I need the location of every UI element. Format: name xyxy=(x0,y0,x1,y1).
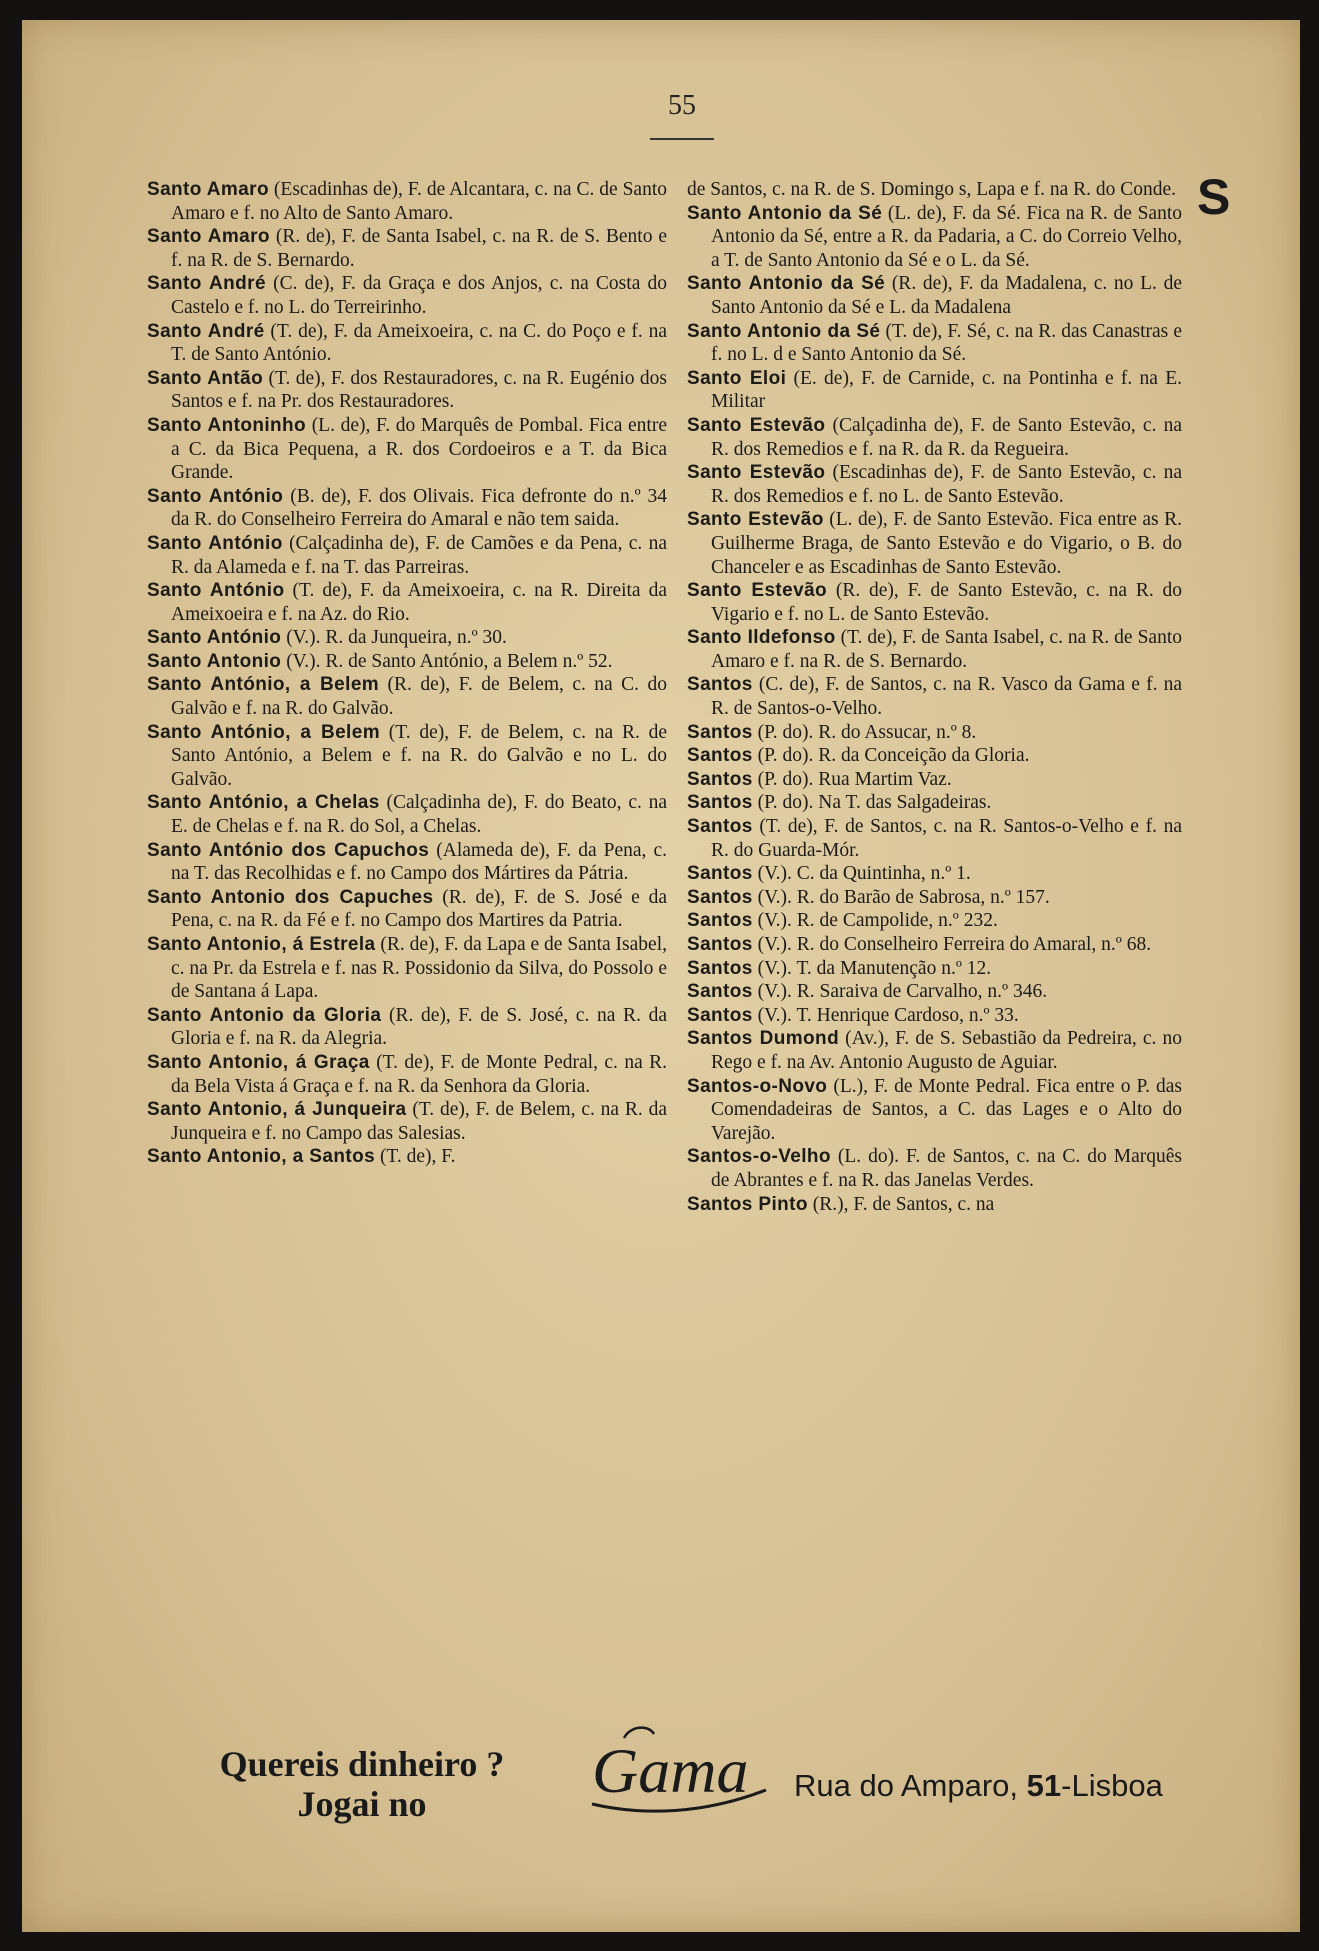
page-number-rule xyxy=(650,138,714,140)
ad-address-number: 51 xyxy=(1026,1768,1062,1803)
street-name: Santo Antão xyxy=(147,367,264,389)
street-description: (R. de), F. da Madalena, c. no L. de Santo Antonio da Sé e L. da Madalena xyxy=(711,273,1182,318)
street-entry xyxy=(687,320,1182,367)
street-name: Santo António, a Belem xyxy=(147,674,380,696)
street-entry xyxy=(147,721,667,792)
street-name: Santo Eloi xyxy=(687,367,787,389)
street-description: (L. de), F. da Sé. Fica na R. de Santo Antonio da Sé, entre a R. da Padaria, a C. do Correio Velho, a T. de Santo Antonio da Sé e o L. da Sé. xyxy=(711,202,1182,271)
street-description: (L. do). F. de Santos, c. na C. do Marquês de Abrantes e f. na R. das Janelas Verdes. xyxy=(711,1146,1182,1191)
street-name: Santo Antonio dos Capuches xyxy=(147,886,434,908)
street-name: Santo Ildefonso xyxy=(687,627,836,649)
street-description: (T. de), F. da Ameixoeira, c. na R. Direita da Ameixoeira e f. na Az. do Rio. xyxy=(171,580,668,625)
street-entry xyxy=(687,626,1182,673)
street-name: Santo Antonio da Gloria xyxy=(147,1004,382,1026)
street-entry xyxy=(687,957,1182,981)
street-entry xyxy=(687,744,1182,768)
street-name: Santo Amaro xyxy=(147,226,270,248)
street-entry xyxy=(147,320,667,367)
street-entry xyxy=(687,909,1182,933)
street-name: Santos xyxy=(687,934,753,955)
page-number: 55 xyxy=(668,90,696,121)
street-name: Santo António xyxy=(147,627,282,649)
ad-slogan xyxy=(172,1744,552,1824)
street-name: Santos xyxy=(687,910,753,932)
street-description: (R.), F. de Santos, c. na xyxy=(812,1193,995,1215)
street-entry xyxy=(147,225,667,272)
street-entry xyxy=(687,1193,1182,1217)
street-name: Santos-o-Velho xyxy=(687,1146,831,1168)
street-description: (Calçadinha de), F. do Beato, c. na E. de Chelas e f. na R. do Sol, a Chelas. xyxy=(171,792,668,838)
street-name: Santos Dumond xyxy=(687,1028,840,1050)
street-description: (E. de), F. de Carnide, c. na Pontinha e f. na E. Militar xyxy=(711,367,1182,413)
street-entry xyxy=(147,532,667,579)
street-description: (L. de), F. de Santo Estevão. Fica entre as R. Guilherme Braga, de Santo Estevão e do Vigario, o B. do Chanceler e as Escadinhas de Santo Estevão. xyxy=(711,509,1182,578)
street-name: Santos xyxy=(687,721,753,743)
street-description: (T. de), F. de Santa Isabel, c. na R. de Santo Amaro e f. na R. de S. Bernardo. xyxy=(711,627,1182,672)
street-description: (V.). T. Henrique Cardoso, n.º 33. xyxy=(757,1004,1019,1026)
street-description: (V.). R. da Junqueira, n.º 30. xyxy=(286,627,507,649)
street-description: (Calçadinha de), F. de Camões e da Pena, c. na R. da Alameda e f. na T. das Parreiras. xyxy=(171,532,668,578)
street-description: (T. de), F. de Belem, c. na R. da Junqueira e f. no Campo das Salesias. xyxy=(171,1099,667,1144)
street-name: Santos xyxy=(687,768,753,790)
street-name: Santo António, a Chelas xyxy=(147,792,380,814)
street-entry xyxy=(687,367,1182,414)
street-entry xyxy=(147,1051,667,1098)
street-name: Santo António, a Belem xyxy=(147,721,380,743)
ad-address-city: -Lisboa xyxy=(1061,1768,1163,1803)
street-name: Santos xyxy=(687,792,753,814)
street-name: Santos xyxy=(687,981,753,1003)
ad-address-street: Rua do Amparo, xyxy=(794,1768,1019,1803)
street-description: (T. de), F. de Monte Pedral, c. na R. da Bela Vista á Graça e f. na R. da Senhora da Gloria. xyxy=(171,1051,668,1097)
street-description: (Escadinhas de), F. de Alcantara, c. na C. de Santo Amaro e f. no Alto de Santo Amaro. xyxy=(171,179,668,224)
street-name: Santo Antonio da Sé xyxy=(687,320,881,342)
street-entry xyxy=(147,1004,667,1051)
street-description: (L.), F. de Monte Pedral. Fica entre o P. das Comendadeiras de Santos, a C. das Lages e o Alto do Varejão. xyxy=(711,1075,1183,1144)
street-entry xyxy=(147,1098,667,1145)
street-name: Santos xyxy=(687,957,753,979)
street-description: (L. de), F. do Marquês de Pombal. Fica entre a C. da Bica Pequena, a R. dos Cordoeiros e a T. da Bica Grande. xyxy=(171,414,667,484)
street-description: (R. de), F. de Santa Isabel, c. na R. de S. Bento e f. na R. de S. Bernardo. xyxy=(171,226,668,271)
street-entry xyxy=(687,721,1182,745)
street-entry xyxy=(147,886,667,933)
street-name: Santo António dos Capuchos xyxy=(147,839,430,861)
street-entry xyxy=(687,202,1182,273)
street-entry xyxy=(687,673,1182,720)
gama-logo xyxy=(584,1720,774,1830)
street-name: Santo Antonio da Sé xyxy=(687,273,886,295)
street-entry xyxy=(147,485,667,532)
street-name: Santos xyxy=(687,886,753,908)
street-entry xyxy=(687,791,1182,815)
street-name: Santo Antonio, á Graça xyxy=(147,1051,370,1073)
letter-index-tab: S xyxy=(1197,169,1231,225)
street-name: Santos Pinto xyxy=(687,1193,808,1215)
street-description: (C. de), F. de Santos, c. na R. Vasco da Gama e f. na R. de Santos-o-Velho. xyxy=(711,674,1183,720)
ad-question: Quereis dinheiro ? xyxy=(219,1744,505,1784)
street-description: (V.). R. do Barão de Sabrosa, n.º 157. xyxy=(757,886,1050,908)
street-entry xyxy=(687,1004,1182,1028)
street-entry xyxy=(687,272,1182,319)
street-name: Santo António xyxy=(147,580,285,602)
street-entry xyxy=(147,178,667,225)
street-entry xyxy=(147,272,667,319)
street-name: Santos xyxy=(687,745,753,767)
street-name: Santo António xyxy=(147,532,283,554)
street-name: Santo André xyxy=(147,320,265,342)
document-page xyxy=(22,20,1300,1932)
street-name: Santos-o-Novo xyxy=(687,1075,828,1097)
street-description: (V.). R. Saraiva de Carvalho, n.º 346. xyxy=(757,981,1048,1003)
street-entry xyxy=(687,886,1182,910)
street-entry xyxy=(147,650,667,674)
street-description: (R. de), F. de Belem, c. na C. do Galvão e f. na R. do Galvão. xyxy=(171,674,667,720)
street-name: Santo Antonio xyxy=(147,650,282,672)
street-name: Santo André xyxy=(147,273,266,295)
street-description: (Alameda de), F. da Pena, c. na T. das Recolhidas e f. no Campo dos Mártires da Pátria. xyxy=(171,839,667,885)
street-entry xyxy=(147,791,667,838)
street-name: Santos xyxy=(687,863,753,885)
street-description: (R. de), F. de S. José, c. na R. da Gloria e f. na R. da Alegria. xyxy=(171,1004,668,1050)
gama-logo-text: Gama xyxy=(592,1735,749,1806)
street-description: (T. de), F. xyxy=(379,1146,456,1168)
street-description: (Calçadinha de), F. de Santo Estevão, c. na R. dos Remedios e f. na R. da R. da Regueira. xyxy=(711,414,1183,460)
street-description: (T. de), F. da Ameixoeira, c. na C. do Poço e f. na T. de Santo António. xyxy=(171,320,667,366)
street-name: Santo Antonio da Sé xyxy=(687,202,883,224)
street-entry xyxy=(147,933,667,1004)
street-name: Santo António xyxy=(147,485,284,507)
street-name: Santos xyxy=(687,1004,753,1026)
street-description: (P. do). R. da Conceição da Gloria. xyxy=(757,745,1030,767)
street-name: Santo Estevão xyxy=(687,414,826,436)
street-entry xyxy=(687,178,1182,202)
street-entry xyxy=(147,673,667,720)
street-entry xyxy=(687,1075,1182,1146)
ad-address xyxy=(794,1768,1163,1804)
street-entry xyxy=(687,461,1182,508)
street-description: (B. de), F. dos Olivais. Fica defronte do n.º 34 da R. do Conselheiro Ferreira do Amaral e não tem saida. xyxy=(171,485,668,531)
advertisement xyxy=(172,1720,1272,1840)
street-entry xyxy=(687,933,1182,957)
street-entry xyxy=(687,980,1182,1004)
street-entry xyxy=(687,1027,1182,1074)
street-entry xyxy=(687,414,1182,461)
street-entry xyxy=(147,839,667,886)
street-description: (T. de), F. de Belem, c. na R. de Santo António, a Belem e f. na R. do Galvão e no L. do Galvão. xyxy=(171,721,668,790)
street-entry xyxy=(147,579,667,626)
street-entry xyxy=(687,508,1182,579)
street-entry xyxy=(147,626,667,650)
street-name: Santo Antonio, a Santos xyxy=(147,1146,376,1168)
street-entry xyxy=(147,414,667,485)
street-entry xyxy=(147,1145,667,1169)
street-entry xyxy=(687,1145,1182,1192)
street-entry xyxy=(687,862,1182,886)
street-name: Santos xyxy=(687,674,753,696)
street-description: (T. de), F. de Santos, c. na R. Santos-o-Velho e f. na R. do Guarda-Mór. xyxy=(711,816,1183,861)
street-description: (R. de), F. de Santo Estevão, c. na R. do Vigario e f. no L. de Santo Estevão. xyxy=(711,580,1182,625)
street-entry xyxy=(687,579,1182,626)
street-description: de Santos, c. na R. de S. Domingo s, Lapa e f. na R. do Conde. xyxy=(687,179,1177,200)
street-description: (R. de), F. de S. José e da Pena, c. na R. da Fé e f. no Campo dos Martires da Patria. xyxy=(171,886,667,932)
street-name: Santo Estevão xyxy=(687,580,828,602)
street-name: Santo Amaro xyxy=(147,179,269,200)
left-column xyxy=(147,178,667,1169)
street-name: Santo Antonio, á Junqueira xyxy=(147,1099,407,1121)
street-description: (Escadinhas de), F. de Santo Estevão, c. na R. dos Remedios e f. no L. de Santo Estevão. xyxy=(711,462,1183,507)
street-entry xyxy=(687,815,1182,862)
street-description: (T. de), F. dos Restauradores, c. na R. Eugénio dos Santos e f. na Pr. dos Restauradores. xyxy=(171,367,667,413)
street-description: (Av.), F. de S. Sebastião da Pedreira, c. no Rego e f. na Av. Antonio Augusto de Aguiar. xyxy=(711,1028,1182,1073)
street-description: (R. de), F. da Lapa e de Santa Isabel, c. na Pr. da Estrela e f. nas R. Possidonio da Silva, do Possolo e de Santana á Lapa. xyxy=(171,934,667,1003)
street-description: (C. de), F. da Graça e dos Anjos, c. na Costa do Castelo e f. no L. do Terreirinho. xyxy=(171,273,667,318)
street-name: Santo Antoninho xyxy=(147,414,307,436)
street-description: (V.). R. do Conselheiro Ferreira do Amaral, n.º 68. xyxy=(757,934,1152,955)
street-name: Santo Estevão xyxy=(687,509,824,531)
street-description: (V.). T. da Manutenção n.º 12. xyxy=(757,957,992,979)
street-description: (V.). R. de Campolide, n.º 232. xyxy=(757,910,998,932)
street-description: (P. do). Na T. das Salgadeiras. xyxy=(757,792,992,814)
street-name: Santo Antonio, á Estrela xyxy=(147,934,376,955)
street-entry xyxy=(687,768,1182,792)
street-name: Santos xyxy=(687,816,753,838)
street-description: (P. do). Rua Martim Vaz. xyxy=(757,768,952,790)
street-entry xyxy=(147,367,667,414)
street-description: (P. do). R. do Assucar, n.º 8. xyxy=(757,721,977,743)
right-column xyxy=(687,178,1182,1216)
street-description: (T. de), F. Sé, c. na R. das Canastras e f. no L. d e Santo Antonio da Sé. xyxy=(711,320,1182,366)
street-description: (V.). C. da Quintinha, n.º 1. xyxy=(757,863,971,885)
ad-play: Jogai no xyxy=(297,1784,427,1824)
street-description: (V.). R. de Santo António, a Belem n.º 52. xyxy=(286,650,613,672)
street-name: Santo Estevão xyxy=(687,462,826,484)
